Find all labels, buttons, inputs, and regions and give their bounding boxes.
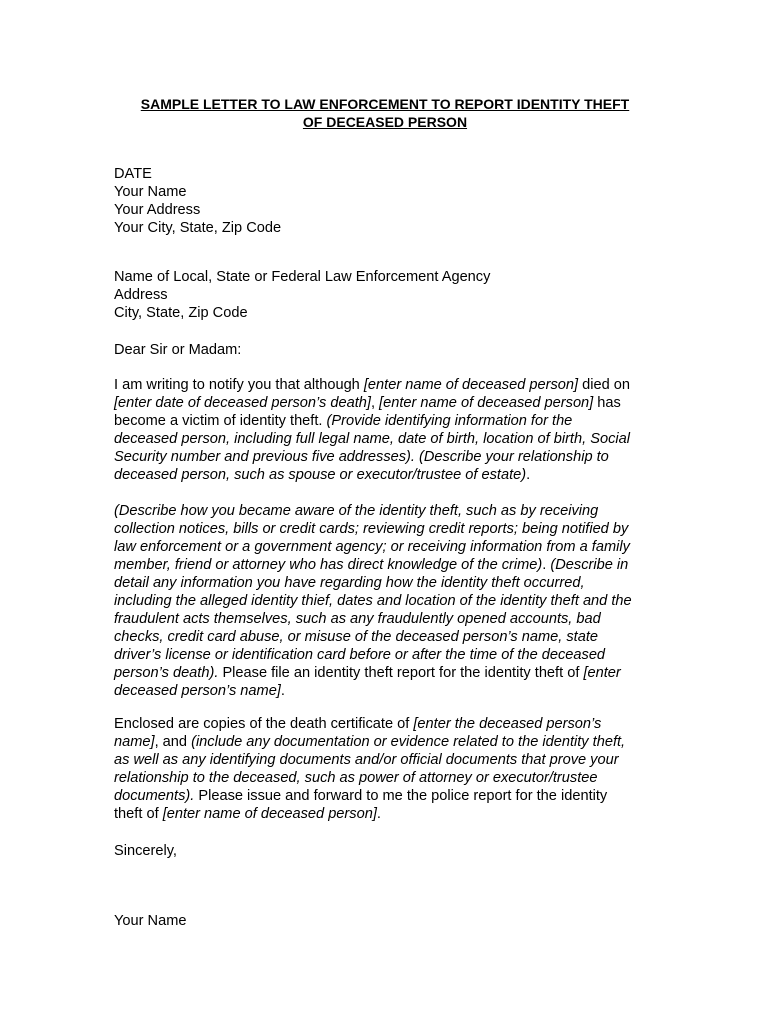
placeholder-text: detail any information you have regarding how the identity theft occurred,	[114, 575, 585, 591]
paragraph-line	[114, 502, 654, 520]
paragraph-line	[114, 466, 654, 484]
placeholder-text: [enter date of deceased person’s death]	[114, 395, 371, 411]
body-text: I am writing to notify you that although	[114, 377, 364, 393]
signature-name: Your Name	[114, 913, 187, 929]
placeholder-text: [enter name of deceased person]	[379, 395, 594, 411]
body-text: theft of	[114, 806, 163, 822]
date-field: DATE	[114, 166, 152, 182]
placeholder-text: as well as any identifying documents and/or official documents that prove your	[114, 752, 619, 768]
placeholder-text: deceased person, including full legal name, date of birth, location of birth, Social	[114, 431, 630, 447]
sender-city-state-zip: Your City, State, Zip Code	[114, 220, 282, 236]
closing: Sincerely,	[114, 843, 177, 859]
paragraph-line	[114, 412, 654, 430]
salutation: Dear Sir or Madam:	[114, 342, 242, 358]
paragraph-line	[114, 664, 654, 682]
body-text: Please issue and forward to me the police report for the identity	[194, 788, 608, 804]
paragraph-line	[114, 733, 654, 751]
paragraph-line	[114, 574, 654, 592]
placeholder-text: (Provide identifying information for the	[326, 413, 573, 429]
body-text: Please file an identity theft report for the identity theft of	[218, 665, 584, 681]
body-text: , and	[154, 734, 192, 750]
body-text: Enclosed are copies of the death certificate of	[114, 716, 414, 732]
sender-block	[114, 165, 654, 237]
placeholder-text: [enter the deceased person’s	[413, 716, 602, 732]
placeholder-text: deceased person, such as spouse or executor/trustee of estate)	[114, 467, 527, 483]
recipient-agency: Name of Local, State or Federal Law Enforcement Agency	[114, 269, 491, 285]
body-text: become a victim of identity theft.	[114, 413, 327, 429]
body-text: .	[376, 806, 381, 822]
paragraph-line	[114, 592, 654, 610]
title-line-1: SAMPLE LETTER TO LAW ENFORCEMENT TO REPORT IDENTITY THEFT	[140, 96, 630, 112]
placeholder-text: documents).	[114, 788, 195, 804]
paragraph-line	[114, 394, 654, 412]
paragraph-line	[114, 769, 654, 787]
placeholder-text: [enter	[583, 665, 621, 681]
paragraph-line	[114, 646, 654, 664]
paragraph-line	[114, 610, 654, 628]
placeholder-text: including the alleged identity thief, dates and location of the identity theft and the	[114, 593, 632, 609]
paragraph-2	[114, 502, 654, 700]
paragraph-line	[114, 751, 654, 769]
paragraph-line	[114, 376, 654, 394]
paragraph-1	[114, 376, 654, 484]
recipient-block	[114, 268, 654, 322]
paragraph-line	[114, 715, 654, 733]
body-text: died on	[578, 377, 630, 393]
paragraph-line	[114, 448, 654, 466]
placeholder-text: member, friend or attorney who has direct knowledge of the crime)	[114, 557, 543, 573]
placeholder-text: [enter name of deceased person]	[363, 377, 579, 393]
paragraph-line	[114, 682, 654, 700]
paragraph-line	[114, 628, 654, 646]
placeholder-text: law enforcement or a government agency; or receiving information from a family	[114, 539, 630, 555]
paragraph-line	[114, 556, 654, 574]
body-text: .	[526, 467, 531, 483]
body-text: .	[280, 683, 285, 699]
title-line-2: OF DECEASED PERSON	[302, 114, 468, 130]
paragraph-line	[114, 430, 654, 448]
placeholder-text: person’s death).	[114, 665, 219, 681]
placeholder-text: checks, credit card abuse, or misuse of the deceased person’s name, state	[114, 629, 599, 645]
paragraph-line	[114, 538, 654, 556]
recipient-address: Address	[114, 287, 168, 303]
paragraph-line	[114, 805, 654, 823]
paragraph-line	[114, 787, 654, 805]
body-text: has	[593, 395, 621, 411]
paragraph-3	[114, 715, 654, 823]
placeholder-text: deceased person’s name]	[114, 683, 281, 699]
paragraph-line	[114, 520, 654, 538]
body-text: .	[542, 557, 551, 573]
placeholder-text: collection notices, bills or credit cards; reviewing credit reports; being notified by	[114, 521, 629, 537]
placeholder-text: relationship to the deceased, such as power of attorney or executor/trustee	[114, 770, 598, 786]
placeholder-text: Security number and previous five addresses). (Describe your relationship to	[114, 449, 609, 465]
sender-address: Your Address	[114, 202, 201, 218]
recipient-city-state-zip: City, State, Zip Code	[114, 305, 248, 321]
placeholder-text: name]	[114, 734, 155, 750]
placeholder-text: fraudulent acts themselves, such as any fraudulently opened accounts, bad	[114, 611, 601, 627]
placeholder-text: (include any documentation or evidence related to the identity theft,	[191, 734, 626, 750]
placeholder-text: (Describe how you became aware of the identity theft, such as by receiving	[114, 503, 599, 519]
body-text: ,	[370, 395, 380, 411]
document-title	[100, 95, 670, 131]
placeholder-text: driver’s license or identification card before or after the time of the deceased	[114, 647, 606, 663]
placeholder-text: (Describe in	[550, 557, 629, 573]
sender-name: Your Name	[114, 184, 187, 200]
placeholder-text: [enter name of deceased person]	[162, 806, 377, 822]
